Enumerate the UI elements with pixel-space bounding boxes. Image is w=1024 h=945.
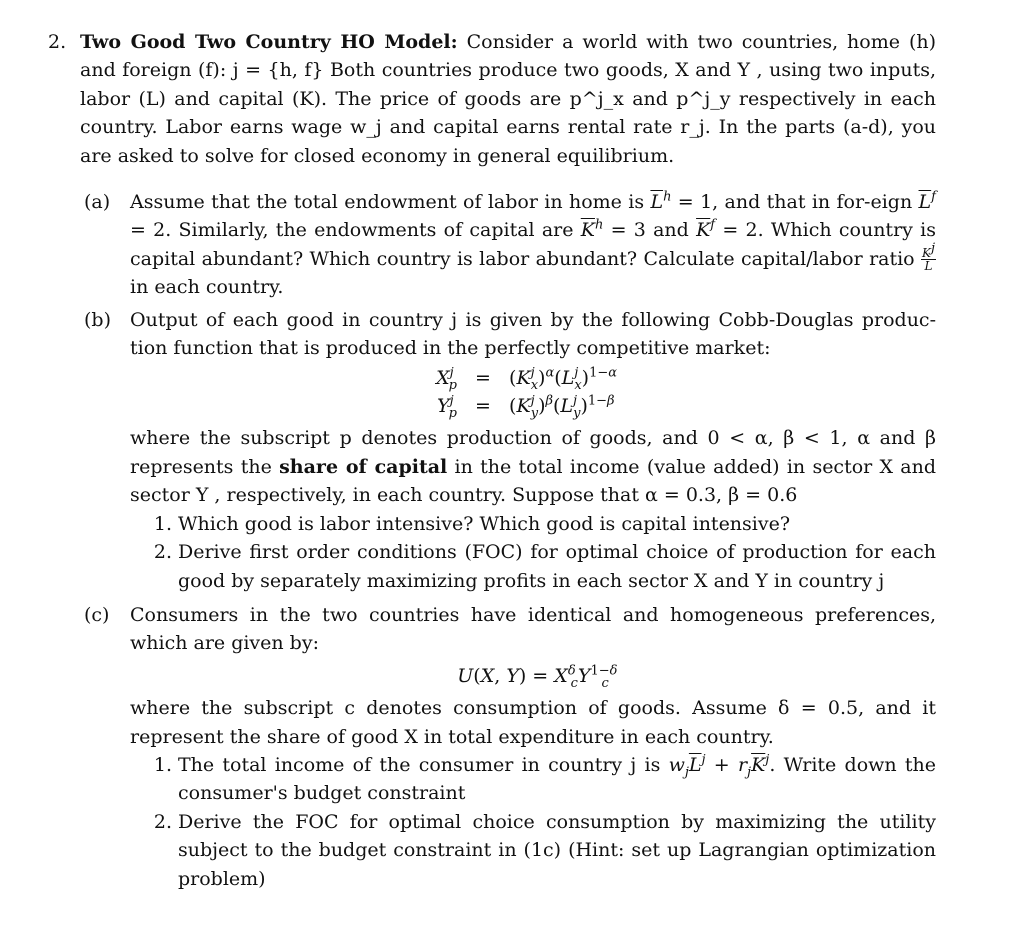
part-b-item-2 (134, 538, 936, 595)
part-c-label: (c) (84, 603, 110, 626)
problem-title: Two Good Two Country HO Model: (80, 31, 458, 53)
part-a-content: Assume that the total endowment of labor in home is $\overline{L}^h = 1$, and that in for-eign $\overline{L}^f = 2$. Similarly, the endowments of capital are $\overline{K}^h = 3$ and $\overline{K}^f = 2$. Which country is capital abundant? Which country is labor abundant? Calculate capital/labor ratio $\frac{K^j}{L}$ in each country. (130, 189, 936, 299)
problem-2 (48, 28, 936, 170)
part-a-label: (a) (84, 191, 111, 214)
part-a-text-7: in each country. (130, 276, 284, 299)
production-equations (130, 364, 936, 420)
part-b-item-2-text: Derive first order conditions (FOC) for optimal choice of production for each good by separately maximizing profits in each sector X and Y in country j (178, 541, 936, 592)
problem-number: 2. (48, 31, 67, 53)
part-b-label: (b) (84, 308, 111, 331)
part-a-text-6: Which country is capital abundant? Which country is labor abundant? Calculate capital/labor ratio (130, 219, 936, 270)
part-b-item-1-num: 1. (153, 512, 172, 535)
part-c-item-1a: The total income of the consumer in country j is (178, 753, 661, 776)
kl-ratio-fraction: $\frac{K^j}{L}$ (922, 241, 935, 274)
problem-body (80, 28, 936, 170)
part-c-item-2-text: Derive the FOC for optimal choice consumption by maximizing the utility subject to the budget constraint in (1c) (Hint: set up Lagrangian optimization problem) (178, 810, 936, 890)
problem-intro-rest: (h) and foreign (f): j = {h, f} Both countries produce two goods, X and Y , using two inputs, labor (L) and capital (K). The price of goods are p^j_x and p^j_y respectively in each country. Labor earns wage w_j and capital earns rental rate r_j. In the parts (a-d), you are asked to solve for closed economy in general equilibrium. (80, 31, 937, 167)
part-c-text-1: Consumers in the two countries have identical and homogeneous preferences, which are given by: (130, 603, 936, 655)
part-a (84, 188, 936, 302)
part-c-content (130, 601, 936, 893)
part-c-item-1 (134, 751, 936, 808)
equation-x: $X^j_p = (K^j_x)^\alpha(L^j_x)^{1-\alpha}$ (436, 366, 618, 394)
part-b-text-2 (130, 424, 936, 509)
part-b-text-2a: where the subscript p denotes production of goods, and 0 < α, β < 1, α and β represents the (130, 427, 936, 478)
part-b-text-2b: in the total income (value added) in sector X and sector Y , respectively, in each country. Suppose that α = 0.3, β = 0.6 (130, 455, 937, 507)
part-c-text-2: where the subscript c denotes consumption of goods. Assume δ = 0.5, and it represent the share of good X in total expenditure in each country. (130, 697, 936, 748)
utility-equation: U(X, $Y) = X^\delta_cY^{1-\delta}_c$ (457, 663, 618, 691)
problem-intro (80, 28, 936, 170)
part-b (84, 306, 936, 595)
part-c-item-2-num: 2. (153, 810, 172, 833)
part-c-item-1-text: The total income of the consumer in country j is $w_j\overline{L}^j + r_j\overline{K}^j$. Write down the consumer's budget constraint (178, 752, 936, 805)
part-c-item-1b: . Write down the consumer's budget constraint (178, 753, 936, 805)
equation-y: $Y^j_p = (K^j_y)^\beta(L^j_y)^{1-\beta}$ (437, 394, 615, 422)
part-c-item-2 (134, 808, 936, 893)
part-b-item-1 (134, 510, 936, 538)
part-b-content (130, 306, 936, 595)
part-a-text-2: = 1, and that in for-eign (677, 191, 913, 214)
part-b-text-1: Output of each good in country j is given by the following Cobb-Douglas produc-tion function that is produced in the perfectly competitive market: (130, 308, 936, 360)
part-a-text-4: = 3 and (610, 219, 689, 242)
part-a-text-3: = 2. Similarly, the endowments of capital are (130, 219, 574, 242)
part-c (84, 601, 936, 893)
problem-intro-first: Consider a world with two countries, home (466, 31, 900, 53)
part-a-text-1: Assume that the total endowment of labor in home is (130, 191, 645, 214)
part-b-item-2-num: 2. (153, 541, 172, 564)
part-b-item-1-text: Which good is labor intensive? Which good is capital intensive? (178, 512, 791, 535)
share-of-capital-bold: share of capital (279, 455, 448, 478)
part-a-text-5: = 2. (722, 219, 764, 242)
part-c-item-1-num: 1. (153, 753, 172, 776)
